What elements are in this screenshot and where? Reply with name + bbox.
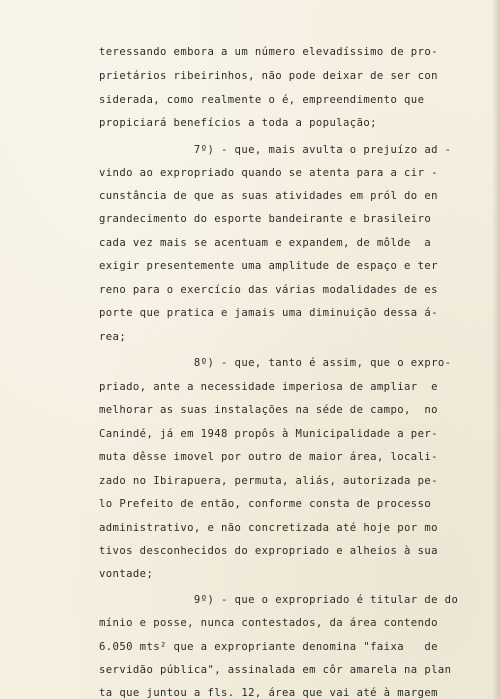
text-line: melhorar as suas instalações na séde de campo, no: [99, 404, 438, 416]
text-line: muta dêsse imovel por outro de maior área, locali-: [99, 451, 438, 463]
text-line: grandecimento do esporte bandeirante e brasileiro: [99, 213, 432, 225]
text-line: prietários ribeirinhos, não pode deixar de ser con: [99, 70, 438, 82]
text-line: propiciará benefícios a toda a população;: [99, 117, 377, 129]
text-line: reno para o exercício das várias modalidades de es: [99, 284, 438, 296]
text-line: rea;: [99, 331, 127, 343]
text-line: lo Prefeito de então, conforme consta de processo: [99, 498, 432, 510]
text-line: 6.050 mts² que a expropriante denomina "faixa de: [99, 641, 438, 653]
text-line: 7º) - que, mais avulta o prejuízo ad -: [99, 144, 452, 156]
text-line: vontade;: [99, 568, 154, 580]
text-line: siderada, como realmente o é, empreendimento que: [99, 94, 425, 106]
text-line: administrativo, e não concretizada até hoje por mo: [99, 522, 438, 534]
text-line: ta que juntou a fls. 12, área que vai até à margem: [99, 687, 438, 699]
text-line: Canindé, já em 1948 propôs à Municipalidade a per-: [99, 428, 438, 440]
text-line: priado, ante a necessidade imperiosa de ampliar e: [99, 381, 438, 393]
text-line: 9º) - que o expropriado é titular de do: [99, 594, 459, 606]
text-line: servidão pública", assinalada em côr amarela na plan: [99, 664, 452, 676]
text-line: mínio e posse, nunca contestados, da área contendo: [99, 617, 438, 629]
page-edge-shadow: [492, 0, 500, 699]
text-line: tivos desconhecidos do expropriado e alheios à sua: [99, 545, 438, 557]
text-line: exigir presentemente uma amplitude de espaço e ter: [99, 260, 438, 272]
text-line: 8º) - que, tanto é assim, que o expro-: [99, 357, 452, 369]
text-line: cada vez mais se acentuam e expandem, de môlde a: [99, 237, 432, 249]
text-line: vindo ao expropriado quando se atenta para a cir -: [99, 167, 438, 179]
text-line: porte que pratica e jamais uma diminuição dessa á-: [99, 307, 438, 319]
text-line: zado no Ibirapuera, permuta, aliás, autorizada pe-: [99, 475, 438, 487]
text-line: teressando embora a um número elevadíssimo de pro-: [99, 46, 438, 58]
text-line: cunstância de que as suas atividades em pról do en: [99, 190, 438, 202]
